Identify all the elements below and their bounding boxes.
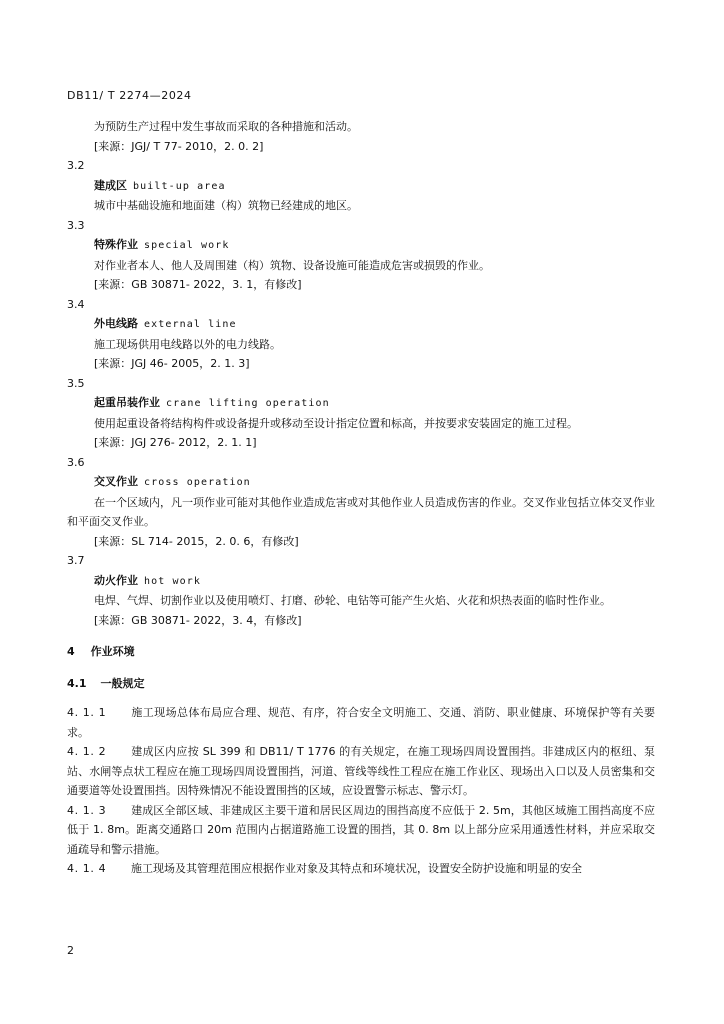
intro-source: [来源：JGJ/ T 77- 2010，2. 0. 2] — [94, 139, 264, 153]
term-source: [来源：GB 30871- 2022，3. 4，有修改] — [94, 613, 302, 627]
term-cn: 特殊作业 — [94, 238, 138, 251]
term-number: 3.7 — [67, 554, 85, 567]
term-definition: 对作业者本人、他人及周围建（构）筑物、设备设施可能造成危害或损毁的作业。 — [94, 258, 490, 272]
term-en: external line — [144, 319, 237, 330]
clause-number: 4. 1. 2 — [67, 745, 107, 758]
term-cn: 起重吊装作业 — [94, 396, 160, 409]
intro-definition: 为预防生产过程中发生事故而采取的各种措施和活动。 — [94, 120, 358, 133]
term-definition: 城市中基础设施和地面建（构）筑物已经建成的地区。 — [94, 199, 358, 212]
term-en: built-up area — [133, 180, 226, 192]
term-source: [来源：SL 714- 2015，2. 0. 6，有修改] — [94, 534, 299, 548]
term-definition: 电焊、气焊、切割作业以及使用喷灯、打磨、砂轮、电钻等可能产生火焰、火花和炽热表面的临时性作业。 — [94, 594, 611, 607]
page-content — [67, 117, 655, 879]
term-source: [来源：JGJ 276- 2012，2. 1. 1] — [94, 436, 257, 449]
term-source: [来源：GB 30871- 2022，3. 1，有修改] — [94, 278, 302, 291]
term-definition: 在一个区域内，凡一项作业可能对其他作业造成危害或对其他作业人员造成伤害的作业。交叉作业包括立体交叉作业和平面交叉作业。 — [67, 495, 655, 528]
term-number: 3.4 — [67, 297, 85, 311]
clause-paragraph — [67, 703, 655, 742]
clause-text: 建成区内应按 SL 399 和 DB11/ T 1776 的有关规定，在施工现场四周设置围挡。非建成区内的枢纽、泵站、水闸等点状工程应在施工现场四周设置围挡，河道、管线等线性工程应在施工作业区、现场出入口以及人员密集和交通要道等处设置围挡。因特殊情况不能设置围挡的区域，应设置警示标志、警示灯。 — [67, 745, 655, 797]
chapter-heading — [67, 642, 655, 662]
term-heading — [67, 235, 655, 256]
term-definition: 使用起重设备将结构构件或设备提升或移动至设计指定位置和标高，并按要求安装固定的施工过程。 — [94, 416, 578, 430]
page-number: 2 — [67, 944, 74, 957]
term-heading — [67, 176, 655, 197]
clause-paragraph — [67, 801, 655, 860]
section-heading — [67, 674, 655, 694]
clause-text: 施工现场及其管理范围应根据作业对象及其特点和环境状况，设置安全防护设施和明显的安全 — [131, 862, 582, 875]
section-number: 4.1 — [67, 676, 87, 690]
term-number: 3.2 — [67, 159, 85, 172]
clause-text: 建成区全部区域、非建成区主要干道和居民区周边的围挡高度不应低于 2. 5m，其他区域施工围挡高度不应低于 1. 8m。距离交通路口 20m 范围内占据道路施工设置的围挡，其 0. 8m 以上部分应采用通透性材料，并应采取交通疏导和警示措施。 — [67, 803, 655, 856]
term-en: cross operation — [144, 477, 251, 488]
term-number: 3.5 — [67, 376, 85, 390]
term-source: [来源：JGJ 46- 2005，2. 1. 3] — [94, 357, 250, 370]
term-cn: 交叉作业 — [94, 475, 138, 488]
clause-paragraph — [67, 742, 655, 801]
term-heading — [67, 314, 655, 335]
term-cn: 动火作业 — [94, 573, 138, 587]
term-cn: 外电线路 — [94, 317, 138, 330]
term-en: special work — [144, 240, 230, 251]
section-title: 一般规定 — [100, 676, 145, 690]
spacer — [67, 662, 655, 674]
term-en: hot work — [144, 575, 201, 587]
term-heading — [67, 472, 655, 493]
term-heading — [67, 393, 655, 414]
standard-code-header: DB11/ T 2274—2024 — [67, 89, 192, 102]
spacer — [67, 630, 655, 642]
clause-number: 4. 1. 3 — [67, 803, 107, 817]
clause-paragraph — [67, 859, 655, 879]
clause-text: 施工现场总体布局应合理、规范、有序，符合安全文明施工、交通、消防、职业健康、环境保护等有关要求。 — [67, 706, 655, 739]
term-heading — [67, 571, 655, 592]
term-number: 3.3 — [67, 218, 85, 232]
chapter-title: 作业环境 — [90, 645, 135, 658]
chapter-number: 4 — [67, 645, 75, 658]
term-definition: 施工现场供用电线路以外的电力线路。 — [94, 337, 281, 351]
clause-number: 4. 1. 4 — [67, 862, 107, 875]
term-en: crane lifting operation — [166, 398, 330, 409]
term-cn: 建成区 — [94, 178, 127, 192]
clause-number: 4. 1. 1 — [67, 706, 107, 719]
term-number: 3.6 — [67, 455, 85, 469]
spacer — [67, 693, 655, 703]
